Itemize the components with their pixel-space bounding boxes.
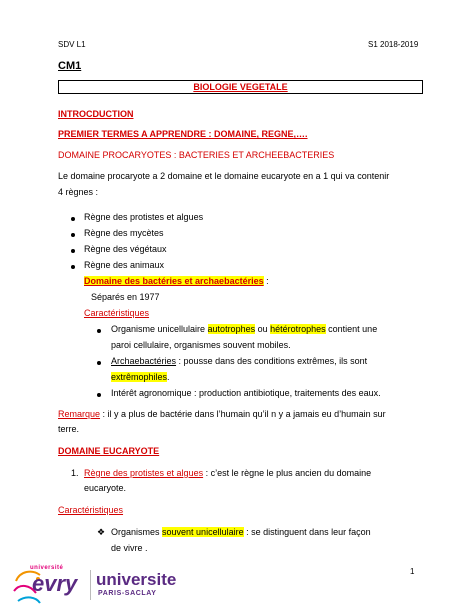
char-item-2-end: . — [167, 372, 170, 382]
characteristics-label: Caractéristiques — [84, 308, 150, 318]
bullet-icon — [97, 361, 101, 365]
remark — [58, 408, 386, 420]
remark-label: Remarque — [58, 409, 101, 419]
bullet-icon — [97, 329, 101, 333]
archaebacteries-term: Archaebactéries — [111, 356, 177, 366]
char-item-3: Intérêt agronomique : production antibiotique, traitements des eaux. — [111, 388, 381, 398]
characteristics-label-2: Caractéristiques — [58, 505, 124, 515]
kingdom-item: Règne des végétaux — [84, 244, 167, 254]
euk-item-1-text: : c’est le règne le plus ancien du domaine — [203, 468, 372, 478]
euk-item-number: 1. — [71, 468, 79, 478]
header-left: SDV L1 — [58, 40, 86, 49]
extremophiles-highlight: extrêmophiles — [111, 372, 168, 382]
logo-divider — [90, 570, 91, 600]
euk-item-1-label: Règne des protistes et algues — [84, 468, 204, 478]
euk-char-1-pre: Organismes — [111, 527, 163, 537]
char-item-2-text: : pousse dans des conditions extrêmes, ils sont — [176, 356, 368, 366]
header-right: S1 2018-2019 — [368, 40, 419, 49]
souvent-unicellulaire-highlight: souvent unicellulaire — [162, 527, 244, 537]
heterotrophes-highlight: hétérotrophes — [270, 324, 326, 334]
euk-item-1 — [84, 467, 371, 479]
prokaryote-heading: DOMAINE PROCARYOTES : BACTERIES ET ARCHEEBACTERIES — [58, 150, 335, 160]
bullet-icon — [71, 233, 75, 237]
bacteria-domain-label: Domaine des bactéries et archaebactéries — [84, 276, 264, 286]
remark-text: : il y a plus de bactérie dans l’humain qu’il n y a jamais eu d’humain sur — [100, 409, 386, 419]
char-item-2 — [111, 355, 367, 367]
intro-para-line2: 4 règnes : — [58, 187, 99, 197]
logo2-sub: PARIS-SACLAY — [98, 590, 157, 597]
euk-char-1-line2: de vivre . — [111, 543, 148, 553]
bullet-icon — [71, 217, 75, 221]
kingdom-item: Règne des mycètes — [84, 228, 164, 238]
section-title-box — [58, 80, 423, 94]
euk-item-1-line2: eucaryote. — [84, 483, 127, 493]
char-item-2-line2 — [111, 371, 170, 383]
autotrophes-highlight: autotrophes — [207, 324, 256, 334]
bullet-icon — [71, 265, 75, 269]
char-item-1-line2: paroi cellulaire, organismes souvent mobiles. — [111, 340, 291, 350]
logo1-main: evry — [32, 571, 78, 596]
kingdom-item: Règne des animaux — [84, 260, 165, 270]
bullet-icon — [71, 249, 75, 253]
bacteria-domain — [84, 275, 269, 287]
diamond-bullet-icon: ❖ — [97, 527, 106, 537]
page-title: CM1 — [58, 60, 82, 72]
page-number: 1 — [410, 567, 415, 576]
bullet-icon — [97, 393, 101, 397]
logo2-main: universite — [96, 570, 177, 589]
euk-char-1 — [111, 526, 371, 538]
char-item-1-mid: ou — [255, 324, 271, 334]
section-title: BIOLOGIE VEGETALE — [193, 82, 288, 92]
char-item-1 — [111, 323, 377, 335]
euk-char-1-post: : se distinguent dans leur façon — [243, 527, 371, 537]
remark-line2: terre. — [58, 424, 80, 434]
intro-heading: INTROCDUCTION — [58, 109, 134, 119]
first-terms-heading: PREMIER TERMES A APPRENDRE : DOMAINE, REGNE,…. — [58, 129, 308, 139]
intro-para-line1: Le domaine procaryote a 2 domaine et le domaine eucaryote en a 1 qui va contenir — [58, 171, 390, 181]
char-item-1-pre: Organisme unicellulaire — [111, 324, 208, 334]
char-item-1-post: contient une — [325, 324, 378, 334]
logo1-top: université — [30, 565, 64, 571]
kingdom-item: Règne des protistes et algues — [84, 212, 204, 222]
bacteria-domain-suffix: : — [263, 276, 269, 286]
separated-year: Séparés en 1977 — [91, 292, 160, 302]
eukaryote-heading: DOMAINE EUCARYOTE — [58, 446, 160, 456]
paris-saclay-logo — [96, 568, 216, 604]
